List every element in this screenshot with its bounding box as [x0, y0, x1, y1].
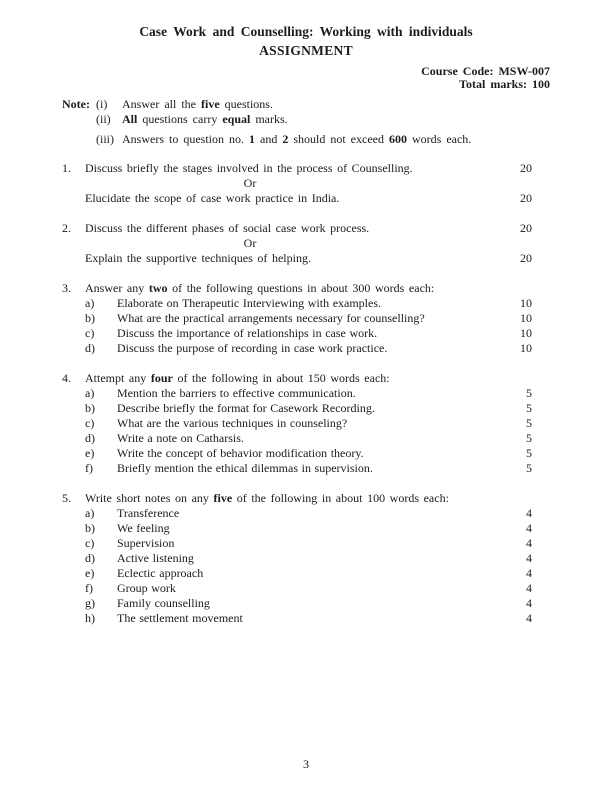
sub-question-line: [85, 446, 550, 461]
assignment-subtitle: ASSIGNMENT: [259, 43, 353, 58]
marks-value: 5: [526, 446, 532, 460]
sub-question-text: What are the various techniques in counseling?: [117, 416, 348, 430]
sub-question-text: Group work: [117, 581, 176, 595]
marks-value: 4: [526, 506, 532, 520]
question-text: Attempt any four of the following in about 150 words each:: [85, 371, 390, 385]
question-lines: [85, 221, 550, 266]
question-lines: [85, 371, 550, 476]
note-item-number: (i): [96, 97, 108, 111]
sub-question-text: Active listening: [117, 551, 194, 565]
sub-question-text: Transference: [117, 506, 180, 520]
marks-value: 4: [526, 536, 532, 550]
marks-value: 4: [526, 566, 532, 580]
course-info: [62, 65, 550, 91]
note-label: [62, 132, 96, 147]
question-lines: [85, 491, 550, 626]
sub-question-line: [85, 311, 550, 326]
sub-question-letter: b): [85, 401, 95, 415]
sub-question-letter: d): [85, 551, 95, 565]
question-line: [85, 371, 550, 386]
question-block: [62, 491, 550, 626]
marks-value: [487, 281, 550, 296]
sub-question-letter: g): [85, 596, 95, 610]
sub-question-text: Eclectic approach: [117, 566, 204, 580]
question-block: [62, 161, 550, 206]
marks-value: 5: [526, 461, 532, 475]
total-marks: Total marks: 100: [459, 77, 550, 91]
sub-question-text: Discuss the purpose of recording in case work practice.: [117, 341, 388, 355]
marks-value: 20: [520, 191, 532, 205]
marks-value: 20: [520, 161, 532, 175]
marks-value: [487, 491, 550, 506]
question-lines: [85, 281, 550, 356]
question-line: [85, 161, 550, 176]
question-number: 4.: [62, 371, 71, 385]
sub-question-letter: d): [85, 341, 95, 355]
marks-value: 10: [520, 341, 532, 355]
sub-question-letter: b): [85, 311, 95, 325]
question-text: Discuss the different phases of social case work process.: [85, 221, 370, 235]
marks-value: 10: [520, 326, 532, 340]
marks-value: 5: [526, 416, 532, 430]
sub-question-letter: f): [85, 581, 93, 595]
marks-value: 4: [526, 581, 532, 595]
sub-question-line: [85, 341, 550, 356]
sub-question-line: [85, 461, 550, 476]
note-item-text: Answer all the five questions.: [122, 97, 273, 111]
marks-value: 5: [526, 431, 532, 445]
marks-value: 20: [520, 221, 532, 235]
sub-question-text: Family counselling: [117, 596, 210, 610]
sub-question-letter: c): [85, 416, 95, 430]
question-text: Answer any two of the following questions in about 300 words each:: [85, 281, 435, 295]
marks-value: 20: [520, 251, 532, 265]
question-block: [62, 221, 550, 266]
question-text: Explain the supportive techniques of helping.: [85, 251, 311, 265]
question-text: Write short notes on any five of the following in about 100 words each:: [85, 491, 449, 505]
sub-question-line: [85, 611, 550, 626]
sub-question-letter: a): [85, 386, 95, 400]
question-number: 1.: [62, 161, 71, 175]
sub-question-text: Write the concept of behavior modification theory.: [117, 446, 364, 460]
sub-question-line: [85, 431, 550, 446]
note-item: [62, 132, 550, 147]
sub-question-text: What are the practical arrangements necessary for counselling?: [117, 311, 425, 325]
question-line: [85, 221, 550, 236]
question-block: [62, 371, 550, 476]
note-item-text: All questions carry equal marks.: [122, 112, 288, 126]
sub-question-text: Briefly mention the ethical dilemmas in supervision.: [117, 461, 373, 475]
sub-question-line: [85, 506, 550, 521]
sub-question-line: [85, 536, 550, 551]
marks-value: 5: [526, 401, 532, 415]
marks-value: 4: [526, 551, 532, 565]
question-text: Discuss briefly the stages involved in the process of Counselling.: [85, 161, 413, 175]
sub-question-text: We feeling: [117, 521, 170, 535]
sub-question-line: [85, 581, 550, 596]
marks-value: 10: [520, 311, 532, 325]
questions-list: [62, 161, 550, 626]
or-separator: Or: [243, 236, 257, 250]
or-separator: Or: [243, 176, 257, 190]
marks-value: 4: [526, 611, 532, 625]
sub-question-letter: d): [85, 431, 95, 445]
sub-question-line: [85, 401, 550, 416]
marks-value: 4: [526, 521, 532, 535]
question-line: [85, 251, 550, 266]
sub-question-letter: b): [85, 521, 95, 535]
course-code: Course Code: MSW-007: [421, 64, 550, 78]
question-number: 3.: [62, 281, 71, 295]
sub-question-text: Elaborate on Therapeutic Interviewing with examples.: [117, 296, 382, 310]
sub-question-line: [85, 566, 550, 581]
note-block: [62, 97, 550, 147]
sub-question-letter: h): [85, 611, 95, 625]
sub-question-text: Describe briefly the format for Casework Recording.: [117, 401, 375, 415]
note-item: [62, 112, 550, 127]
marks-value: 10: [520, 296, 532, 310]
sub-question-line: [85, 416, 550, 431]
sub-question-text: Mention the barriers to effective communication.: [117, 386, 356, 400]
sub-question-line: [85, 596, 550, 611]
note-item: [62, 97, 550, 112]
question-number: 2.: [62, 221, 71, 235]
sub-question-text: Write a note on Catharsis.: [117, 431, 244, 445]
sub-question-text: Discuss the importance of relationships in case work.: [117, 326, 378, 340]
question-block: [62, 281, 550, 356]
sub-question-letter: c): [85, 326, 95, 340]
sub-question-letter: a): [85, 506, 95, 520]
sub-question-line: [85, 521, 550, 536]
marks-value: 4: [526, 596, 532, 610]
question-lines: [85, 161, 550, 206]
question-text: Elucidate the scope of case work practice in India.: [85, 191, 340, 205]
question-line: [85, 491, 550, 506]
page-number: 3: [303, 757, 309, 771]
question-line: [85, 281, 550, 296]
note-label: Note:: [62, 97, 90, 111]
page-content: [62, 22, 550, 641]
sub-question-letter: c): [85, 536, 95, 550]
sub-question-line: [85, 326, 550, 341]
marks-value: [487, 371, 550, 386]
question-line: [85, 191, 550, 206]
note-item-number: (ii): [96, 112, 111, 126]
question-number: 5.: [62, 491, 71, 505]
sub-question-letter: e): [85, 566, 95, 580]
sub-question-line: [85, 551, 550, 566]
sub-question-letter: a): [85, 296, 95, 310]
note-item-text: Answers to question no. 1 and 2 should not exceed 600 words each.: [122, 132, 472, 146]
page-title: Case Work and Counselling: Working with individuals: [139, 24, 473, 39]
sub-question-line: [85, 386, 550, 401]
sub-question-text: The settlement movement: [117, 611, 243, 625]
sub-question-text: Supervision: [117, 536, 175, 550]
note-item-number: (iii): [96, 132, 114, 146]
sub-question-line: [85, 296, 550, 311]
sub-question-letter: f): [85, 461, 93, 475]
marks-value: 5: [526, 386, 532, 400]
sub-question-letter: e): [85, 446, 95, 460]
note-label: [62, 112, 96, 127]
